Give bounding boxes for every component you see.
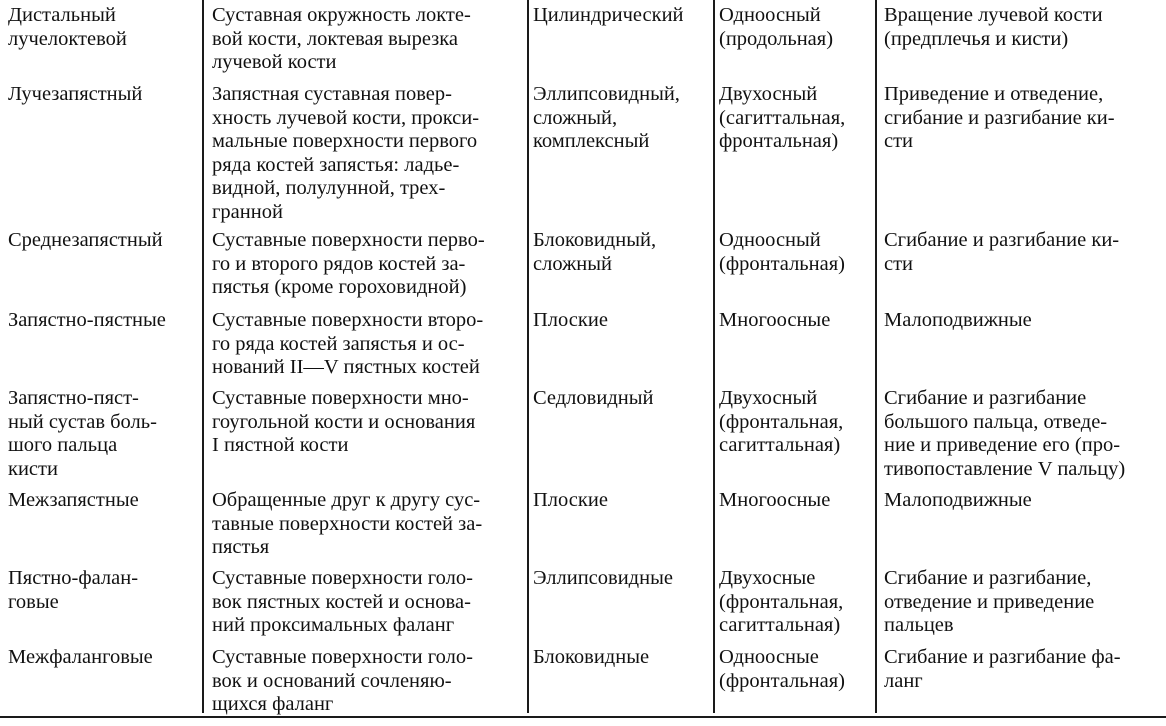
cell-axes: Многоосные [719,489,831,511]
cell-axes: Одноосный (фронтальная) [719,229,845,275]
cell-function: Малоподвижные [884,309,1032,331]
cell-function: Вращение лучевой кости (предплечья и кисти) [884,4,1103,50]
cell-surfaces: Суставные поверхности второ- го ряда костей запястья и ос- нований II—V пястных костей [212,309,484,379]
column-divider [875,0,877,713]
cell-joint: Запястно-пяст- ный сустав боль- шого пальца кисти [8,387,157,480]
cell-joint: Дистальный лучелоктевой [8,4,127,50]
cell-function: Сгибание и разгибание, отведение и приведение пальцев [884,567,1095,637]
cell-axes: Двухосные (фронтальная, сагиттальная) [719,567,844,637]
cell-shape: Седловидный [533,387,654,409]
column-divider [713,0,715,713]
cell-axes: Одноосный (продольная) [719,4,834,50]
cell-joint: Среднезапястный [8,229,163,251]
cell-joint: Межфаланговые [8,646,153,668]
cell-surfaces: Суставные поверхности перво- го и второго рядов костей за- пястья (кроме гороховидной) [212,229,485,299]
cell-axes: Многоосные [719,309,831,331]
column-divider [202,0,204,713]
table-bottom-rule [0,716,1166,718]
cell-surfaces: Суставные поверхности мно- гоугольной кости и основания I пястной кости [212,387,476,457]
cell-joint: Лучезапястный [8,83,143,105]
cell-shape: Плоские [533,309,608,331]
cell-shape: Блоковидные [533,646,650,668]
cell-axes: Одноосные (фронтальная) [719,646,845,692]
cell-surfaces: Запястная суставная повер- хность лучевой кости, прокси- мальные поверхности первого ряда костей запястья: ладье- видной, полулунной, трех- гранной [212,83,480,223]
cell-shape: Блоковидный, сложный [533,229,657,275]
cell-shape: Эллипсовидный, сложный, комплексный [533,83,680,153]
cell-function: Приведение и отведение, сгибание и разгибание ки- сти [884,83,1115,153]
cell-function: Сгибание и разгибание фа- ланг [884,646,1121,692]
cell-function: Малоподвижные [884,489,1032,511]
cell-function: Сгибание и разгибание ки- сти [884,229,1120,275]
cell-surfaces: Суставные поверхности голо- вок пястных костей и основа- ний проксимальных фаланг [212,567,473,637]
cell-axes: Двухосный (фронтальная, сагиттальная) [719,387,844,457]
cell-surfaces: Обращенные друг к другу сус- тавные поверхности костей за- пястья [212,489,483,559]
cell-surfaces: Суставные поверхности голо- вок и оснований сочленяю- щихся фаланг [212,646,473,716]
cell-shape: Цилиндрический [533,4,684,26]
cell-function: Сгибание и разгибание большого пальца, отведе- ние и приведение его (про- тивопоставление V пальцу) [884,387,1126,480]
column-divider [527,0,529,713]
cell-joint: Пястно-фалан- говые [8,567,139,613]
cell-axes: Двухосный (сагиттальная, фронтальная) [719,83,846,153]
cell-surfaces: Суставная окружность локте- вой кости, локтевая вырезка лучевой кости [212,4,471,74]
cell-joint: Запястно-пястные [8,309,166,331]
cell-joint: Межзапястные [8,489,139,511]
cell-shape: Плоские [533,489,608,511]
cell-shape: Эллипсовидные [533,567,673,589]
